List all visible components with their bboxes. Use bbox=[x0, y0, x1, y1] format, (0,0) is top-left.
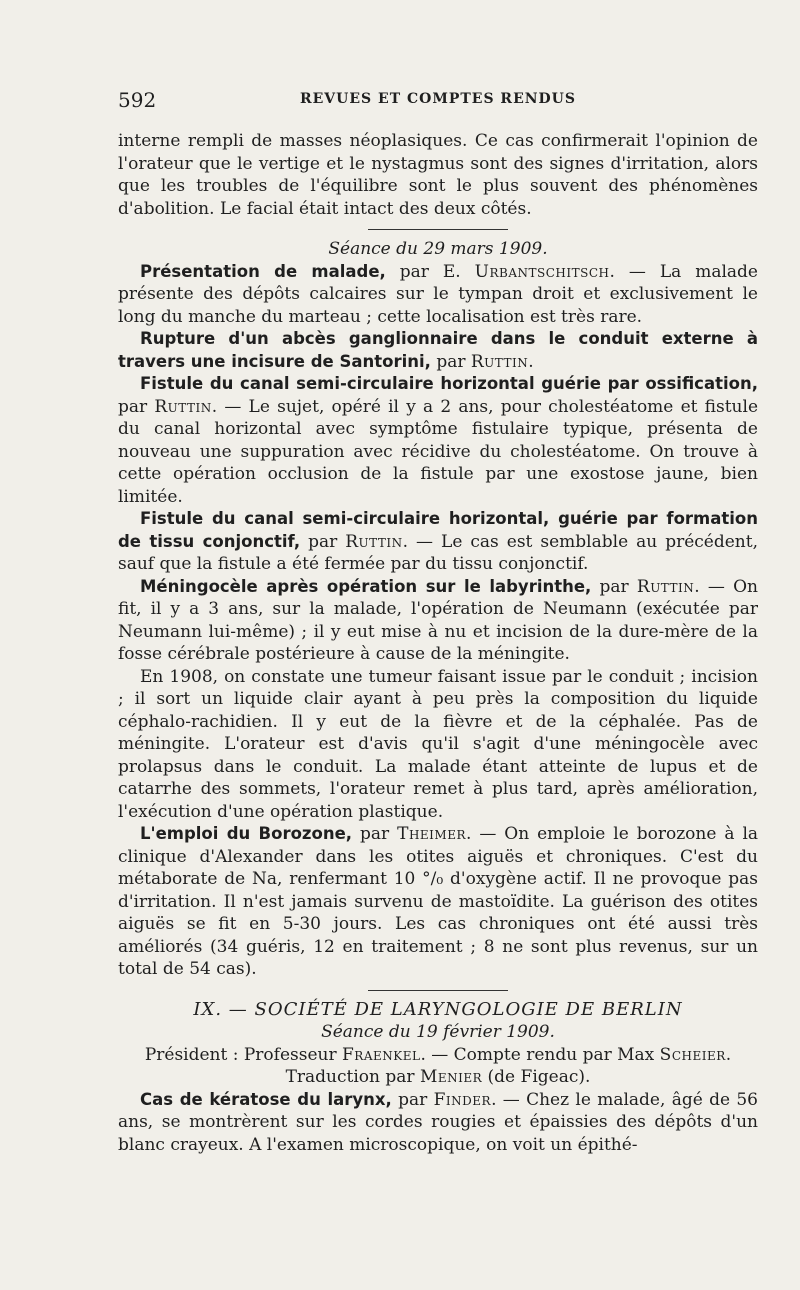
author-name: Ruttin bbox=[636, 576, 695, 597]
entry-text: . — La malade présente des dépôts calcaires sur le tympan droit et exclusivement le long du manche du marteau ; cette localisation est très rare. bbox=[118, 261, 758, 327]
society-heading: IX. — SOCIÉTÉ DE LARYNGOLOGIE DE BERLIN bbox=[193, 998, 683, 1020]
by-text: par bbox=[430, 351, 471, 372]
paragraph-rupture bbox=[118, 328, 758, 373]
president-end: . bbox=[725, 1044, 732, 1065]
author-name: Ruttin bbox=[154, 396, 212, 417]
author-name: Theimer bbox=[397, 824, 466, 844]
entry-title: Fistule du canal semi-circulaire horizontal, guérie par formation de tissu conjonctif, bbox=[118, 509, 758, 551]
report-label: . — Compte rendu par Max bbox=[420, 1044, 660, 1065]
entry-title: Présentation de malade, bbox=[140, 261, 386, 281]
section-divider bbox=[368, 229, 508, 230]
entry-text: . — Le cas est semblable au précédent, sauf que la fistule a été fermée par du tissu conjonctif. bbox=[118, 531, 758, 574]
entry-text: . — On fit, il y a 3 ans, sur la malade, l'opération de Neumann (exécutée par Neumann lui-même) ; il y eut mise à nu et incision de la dure-mère de la fosse cérébrale postérieure à cause de la méningite. bbox=[118, 576, 758, 664]
paragraph-intro: interne rempli de masses néoplasiques. Ce cas confirmerait l'opinion de l'orateur que le vertige et le nystagmus sont des signes d'irritation, alors que les troubles de l'équilibre sont le plus souvent des phénomènes d'abolition. Le facial était intact des deux côtés. bbox=[118, 131, 758, 219]
article-body bbox=[118, 130, 758, 1156]
by-text: par bbox=[352, 824, 398, 844]
author-name: Urbantschitsch bbox=[474, 261, 610, 282]
by-text: par bbox=[118, 396, 155, 417]
session-date-1: Séance du 29 mars 1909. bbox=[328, 239, 548, 259]
entry-title: L'emploi du Borozone, bbox=[140, 824, 353, 843]
by-text: par bbox=[391, 1089, 434, 1110]
entry-title: Cas de kératose du larynx, bbox=[140, 1089, 392, 1109]
session-date-2: Séance du 19 février 1909. bbox=[321, 1022, 555, 1042]
section-divider bbox=[368, 990, 508, 991]
entry-title: Méningocèle après opération sur le labyrinthe, bbox=[140, 576, 592, 596]
reporter-name: Scheier bbox=[659, 1044, 726, 1065]
by-text: par bbox=[300, 531, 346, 552]
by-text: par E. bbox=[385, 261, 475, 282]
translation-label: Traduction par bbox=[285, 1067, 420, 1087]
paragraph-keratose bbox=[118, 1089, 758, 1157]
paragraph-meningocele-cont: En 1908, on constate une tumeur faisant issue par le conduit ; incision ; il sort un liquide clair ayant à peu près la composition du liquide céphalo-rachidien. Il y eut de la fièvre et de la céphalée. Pas de méningite. L'orateur est d'avis qu'il s'agit d'une méningocèle avec prolapsus dans le conduit. La malade étant atteinte de lupus et de catarrhe des sommets, l'orateur remet à plus tard, après amélioration, l'exécution d'une opération plastique. bbox=[118, 666, 758, 822]
paragraph-meningocele bbox=[118, 576, 758, 666]
entry-text: . — On emploie le borozone à la clinique d'Alexander dans les otites aiguës et chroniques. C'est du métaborate de Na, renfermant 10 °/₀ d'oxygène actif. Il ne provoque pas d'irritation. Il n'est jamais survenu de mastoïdite. La guérison des otites aiguës se fit en 5-30 jours. Les cas chroniques ont été aussi très améliorés (34 guéris, 12 en traitement ; 8 ne sont plus revenus, sur un total de 54 cas). bbox=[118, 824, 759, 979]
translator-place: (de Figeac). bbox=[482, 1067, 591, 1087]
entry-title: Rupture d'un abcès ganglionnaire dans le conduit externe à travers une incisure de Santorini, bbox=[118, 329, 758, 371]
by-text: par bbox=[591, 576, 637, 597]
president-label: Président : Professeur bbox=[144, 1044, 342, 1065]
page-number: 592 bbox=[118, 88, 157, 112]
president-name: Fraenkel bbox=[342, 1044, 421, 1065]
author-name: Ruttin bbox=[345, 531, 403, 552]
entry-title: Fistule du canal semi-circulaire horizontal guérie par ossification, bbox=[140, 374, 758, 393]
entry-text: . bbox=[528, 351, 534, 372]
paragraph-borozone bbox=[118, 823, 758, 981]
translation-line bbox=[118, 1066, 758, 1089]
page-header bbox=[118, 88, 758, 112]
running-title: REVUES ET COMPTES RENDUS bbox=[300, 91, 576, 107]
author-name: Ruttin bbox=[470, 351, 529, 372]
entry-text: . — Le sujet, opéré il y a 2 ans, pour cholestéatome et fistule du canal horizontal avec symptôme fistulaire typique, présenta de nouveau une suppuration avec récidive du cholestéatome. On trouve à cette opération occlusion de la fistule par une exostose jaune, bien limitée. bbox=[118, 396, 758, 507]
author-name: Finder bbox=[433, 1089, 492, 1110]
president-line bbox=[118, 1044, 758, 1067]
paragraph-fistule-ossification bbox=[118, 373, 758, 508]
entry-text: . — Chez le malade, âgé de 56 ans, se montrèrent sur les cordes rougies et épaissies des dépôts d'un blanc crayeux. A l'examen microscopique, on voit un épithé- bbox=[118, 1089, 758, 1155]
paragraph-presentation bbox=[118, 261, 758, 329]
translator-name: Menier bbox=[419, 1067, 483, 1087]
paragraph-fistule-conjonctif bbox=[118, 508, 758, 576]
